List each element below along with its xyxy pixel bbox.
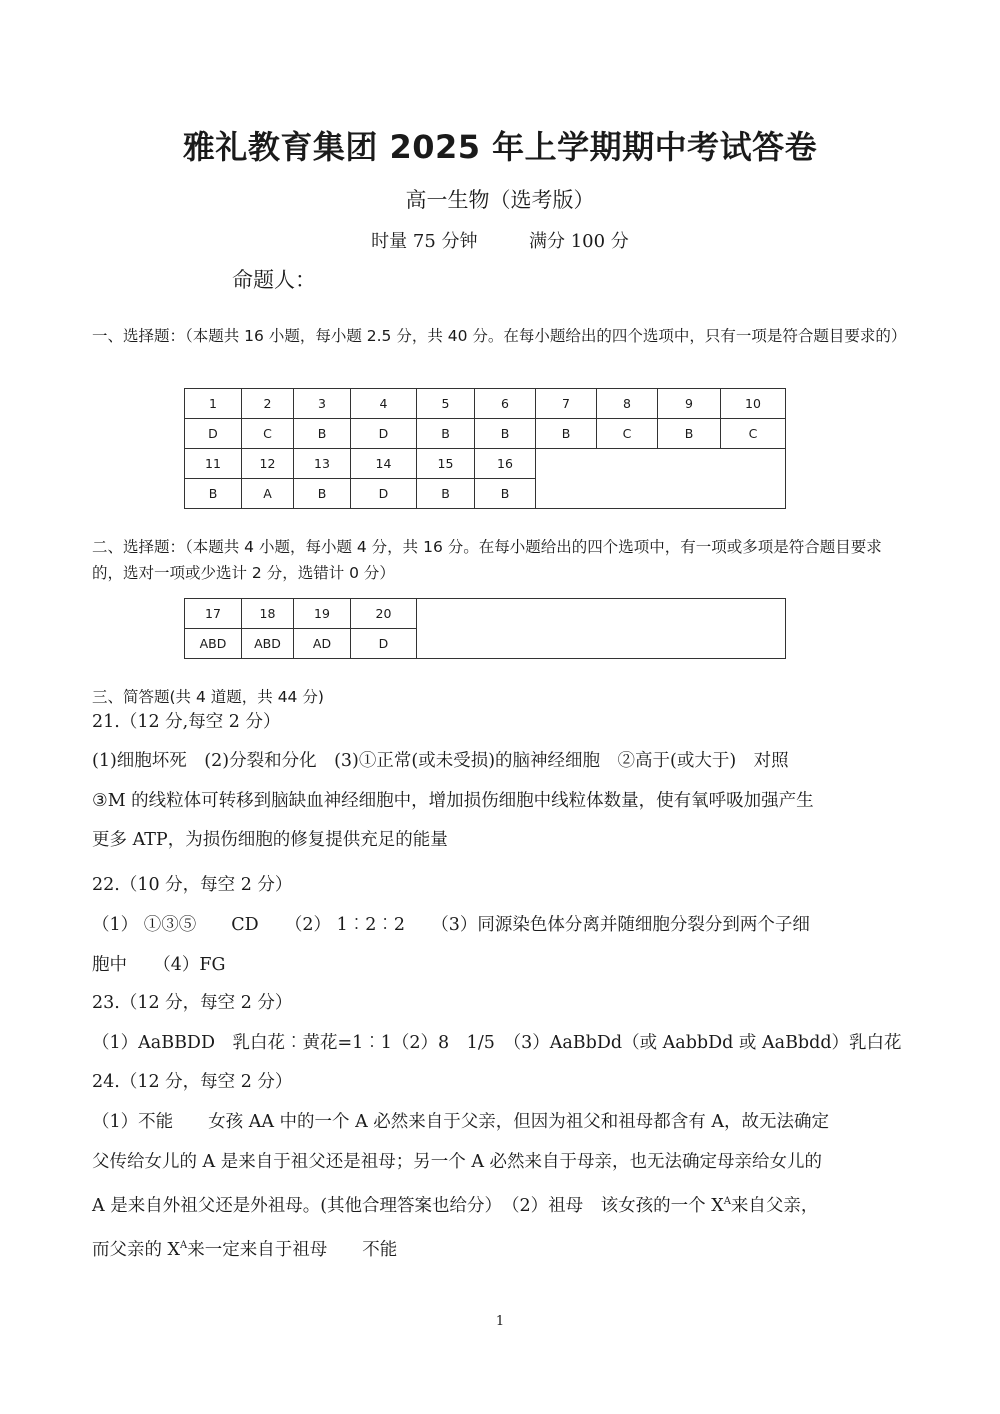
- section2-heading: 二、选择题：（本题共 4 小题，每小题 4 分，共 16 分。在每小题给出的四个选项中，有一项或多项是符合题目要求的，选对一项或少选计 2 分，选错计 0 分）: [92, 538, 882, 582]
- question-number: 7: [536, 389, 597, 419]
- question-number: 11: [185, 449, 242, 479]
- question-number: 18: [242, 599, 294, 629]
- answer-cell: A: [242, 479, 294, 509]
- question-number: 4: [351, 389, 417, 419]
- answer-line: ③M 的线粒体可转移到脑缺血神经细胞中，增加损伤细胞中线粒体数量，使有氧呼吸加强产生: [92, 790, 814, 811]
- answer-cell: D: [351, 419, 417, 449]
- answer-line: （1）AaBBDD 乳白花︰黄花=1︰1（2）8 1/5 （3）AaBbDd（或 AabbDd 或 AaBbdd）乳白花: [92, 1033, 902, 1053]
- q21-title: 21.（12 分,每空 2 分）: [92, 712, 281, 732]
- answer-cell: B: [536, 419, 597, 449]
- question-number: 6: [475, 389, 536, 419]
- section2-answer-table: [184, 598, 786, 659]
- section1-answer-table: [184, 388, 786, 509]
- answer-cell: D: [351, 479, 417, 509]
- answer-line: （1）不能 女孩 AA 中的一个 A 必然来自于父亲，但因为祖父和祖母都含有 A，故无法确定: [92, 1112, 829, 1132]
- q22-answer: [92, 906, 912, 985]
- answer-cell: C: [597, 419, 658, 449]
- answer-text: 来一定来自于祖母 不能: [187, 1240, 398, 1261]
- answer-line: 父传给女儿的 A 是来自于祖父还是祖母；另一个 A 必然来自于母亲，也无法确定母亲给女儿的: [92, 1151, 823, 1172]
- author-label: 命题人：: [232, 268, 316, 292]
- answer-line: 更多 ATP，为损伤细胞的修复提供充足的能量: [92, 830, 448, 850]
- answer-text: A 是来自外祖父还是外祖母。(其他合理答案也给分） （2）祖母 该女孩的一个 X: [92, 1195, 724, 1216]
- answer-cell: B: [475, 479, 536, 509]
- superscript: A: [180, 1240, 188, 1252]
- q22-title: 22.（10 分，每空 2 分）: [92, 875, 293, 895]
- question-number-row: [185, 599, 786, 629]
- question-number: 12: [242, 449, 294, 479]
- answer-cell: C: [721, 419, 786, 449]
- question-number-row: [185, 389, 786, 419]
- answer-line: 胞中 （4）FG: [92, 954, 226, 975]
- question-number: 14: [351, 449, 417, 479]
- exam-score: 满分 100 分: [529, 231, 629, 252]
- answer-cell: B: [185, 479, 242, 509]
- page-number: 1: [495, 1314, 505, 1329]
- question-number: 19: [294, 599, 351, 629]
- answer-text: 来自父亲，: [730, 1195, 819, 1216]
- q21-answer: [92, 742, 912, 861]
- question-number: 15: [417, 449, 475, 479]
- answer-cell: ABD: [185, 629, 242, 659]
- section1-heading: 一、选择题：（本题共 16 小题，每小题 2.5 分，共 40 分。在每小题给出的四个选项中，只有一项是符合题目要求的）: [92, 327, 907, 345]
- superscript: A: [723, 1196, 731, 1207]
- question-number: 5: [417, 389, 475, 419]
- exam-info: [0, 227, 1000, 253]
- question-number: 3: [294, 389, 351, 419]
- q23-title: 23.（12 分，每空 2 分）: [92, 993, 293, 1013]
- answer-cell: B: [658, 419, 721, 449]
- question-number: 10: [721, 389, 786, 419]
- answer-line: [92, 1182, 912, 1226]
- question-number: 1: [185, 389, 242, 419]
- answer-cell: C: [242, 419, 294, 449]
- q23-answer: [92, 1024, 912, 1064]
- answer-line: (1)细胞坏死 (2)分裂和分化 (3)①正常(或未受损)的脑神经细胞 ②高于(或大于) 对照: [92, 751, 789, 771]
- answer-cell: D: [185, 419, 242, 449]
- q24-answer: [92, 1103, 912, 1271]
- answer-cell: ABD: [242, 629, 294, 659]
- section3-heading: 三、简答题(共 4 道题，共 44 分): [92, 688, 324, 706]
- answer-cell: B: [417, 479, 475, 509]
- subject-subtitle: 高一生物（选考版）: [405, 188, 595, 212]
- answer-row: [185, 419, 786, 449]
- answer-text: 而父亲的 X: [92, 1240, 181, 1261]
- question-number: 8: [597, 389, 658, 419]
- answer-cell: B: [475, 419, 536, 449]
- question-number: 2: [242, 389, 294, 419]
- question-number-row: [185, 449, 786, 479]
- question-number: 9: [658, 389, 721, 419]
- answer-line: [92, 1226, 912, 1270]
- answer-cell: B: [294, 419, 351, 449]
- question-number: 16: [475, 449, 536, 479]
- q24-title: 24.（12 分，每空 2 分）: [92, 1072, 293, 1092]
- question-number: 13: [294, 449, 351, 479]
- question-number: 17: [185, 599, 242, 629]
- answer-line: （1） ①③⑤ CD （2） 1︰2︰2 （3）同源染色体分离并随细胞分裂分到两个子细: [92, 915, 810, 935]
- answer-cell: AD: [294, 629, 351, 659]
- page-title: 雅礼教育集团 2025 年上学期期中考试答卷: [182, 128, 818, 166]
- empty-cell: [536, 449, 786, 509]
- answer-cell: D: [351, 629, 417, 659]
- empty-cell: [417, 599, 786, 659]
- answer-cell: B: [294, 479, 351, 509]
- question-number: 20: [351, 599, 417, 629]
- exam-time: 时量 75 分钟: [371, 231, 478, 252]
- answer-cell: B: [417, 419, 475, 449]
